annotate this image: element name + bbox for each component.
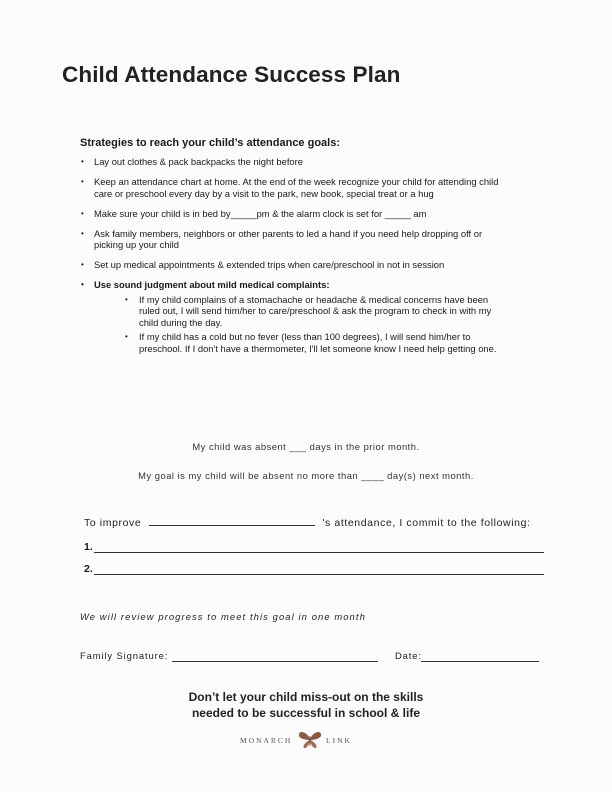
footer-line-2: needed to be successful in school & life bbox=[191, 706, 421, 720]
commit-suffix: 's attendance, I commit to the following: bbox=[322, 517, 531, 529]
absent-days-line: My child was absent ___ days in the prior month. bbox=[192, 441, 420, 452]
medical-judgment-label: Use sound judgment about mild medical complaints: bbox=[94, 279, 330, 291]
commitment-number: 2. bbox=[84, 563, 93, 575]
list-item: • If my child complains of a stomachache or headache & medical concerns have been ruled out, I will send him/her to care/preschool & ask the program to check in with my child during the day. bbox=[124, 294, 510, 329]
footer-message bbox=[0, 689, 612, 721]
goal-days-line: My goal is my child will be absent no more than ____ day(s) next month. bbox=[138, 470, 474, 481]
list-item: • Make sure your child is in bed by_____pm & the alarm clock is set for _____ am bbox=[80, 208, 510, 220]
list-item: • Lay out clothes & pack backpacks the night before bbox=[80, 156, 510, 168]
page-title: Child Attendance Success Plan bbox=[62, 62, 401, 87]
footer-line-1: Don’t let your child miss-out on the skills bbox=[188, 690, 424, 704]
monarch-link-logo bbox=[236, 727, 376, 753]
list-item: • Ask family members, neighbors or other parents to led a hand if you need help dropping off or picking up your child bbox=[80, 228, 510, 251]
strategies-list bbox=[80, 156, 510, 357]
butterfly-icon bbox=[299, 732, 321, 748]
strategies-heading: Strategies to reach your child’s attendance goals: bbox=[80, 137, 340, 149]
family-signature-label: Family Signature: bbox=[80, 650, 169, 661]
medical-sublist bbox=[94, 294, 510, 355]
logo-text-left: MONARCH bbox=[240, 736, 293, 745]
commitment-1-line[interactable] bbox=[94, 552, 544, 553]
logo-text-right: LINK bbox=[326, 736, 352, 745]
commitment-number: 1. bbox=[84, 541, 93, 553]
commitment-item-1 bbox=[84, 541, 93, 553]
family-signature-line[interactable] bbox=[172, 651, 378, 662]
medical-judgment-item bbox=[80, 279, 510, 354]
date-line[interactable] bbox=[421, 651, 539, 662]
commit-statement bbox=[84, 515, 531, 529]
list-item: • Keep an attendance chart at home. At the end of the week recognize your child for attending child care or preschool every day by a visit to the park, new book, special treat or a hug bbox=[80, 176, 510, 199]
list-item: • If my child has a cold but no fever (less than 100 degrees), I will send him/her to preschool. If I don't have a thermometer, I'll let someone know I need help getting one. bbox=[124, 331, 510, 354]
commit-prefix: To improve bbox=[84, 517, 142, 529]
date-label: Date: bbox=[395, 650, 422, 661]
list-item: • Set up medical appointments & extended trips when care/preschool in not in session bbox=[80, 259, 510, 271]
child-name-blank[interactable] bbox=[149, 515, 315, 526]
review-note: We will review progress to meet this goal in one month bbox=[80, 611, 366, 622]
commitment-item-2 bbox=[84, 563, 93, 575]
commitment-2-line[interactable] bbox=[94, 574, 544, 575]
